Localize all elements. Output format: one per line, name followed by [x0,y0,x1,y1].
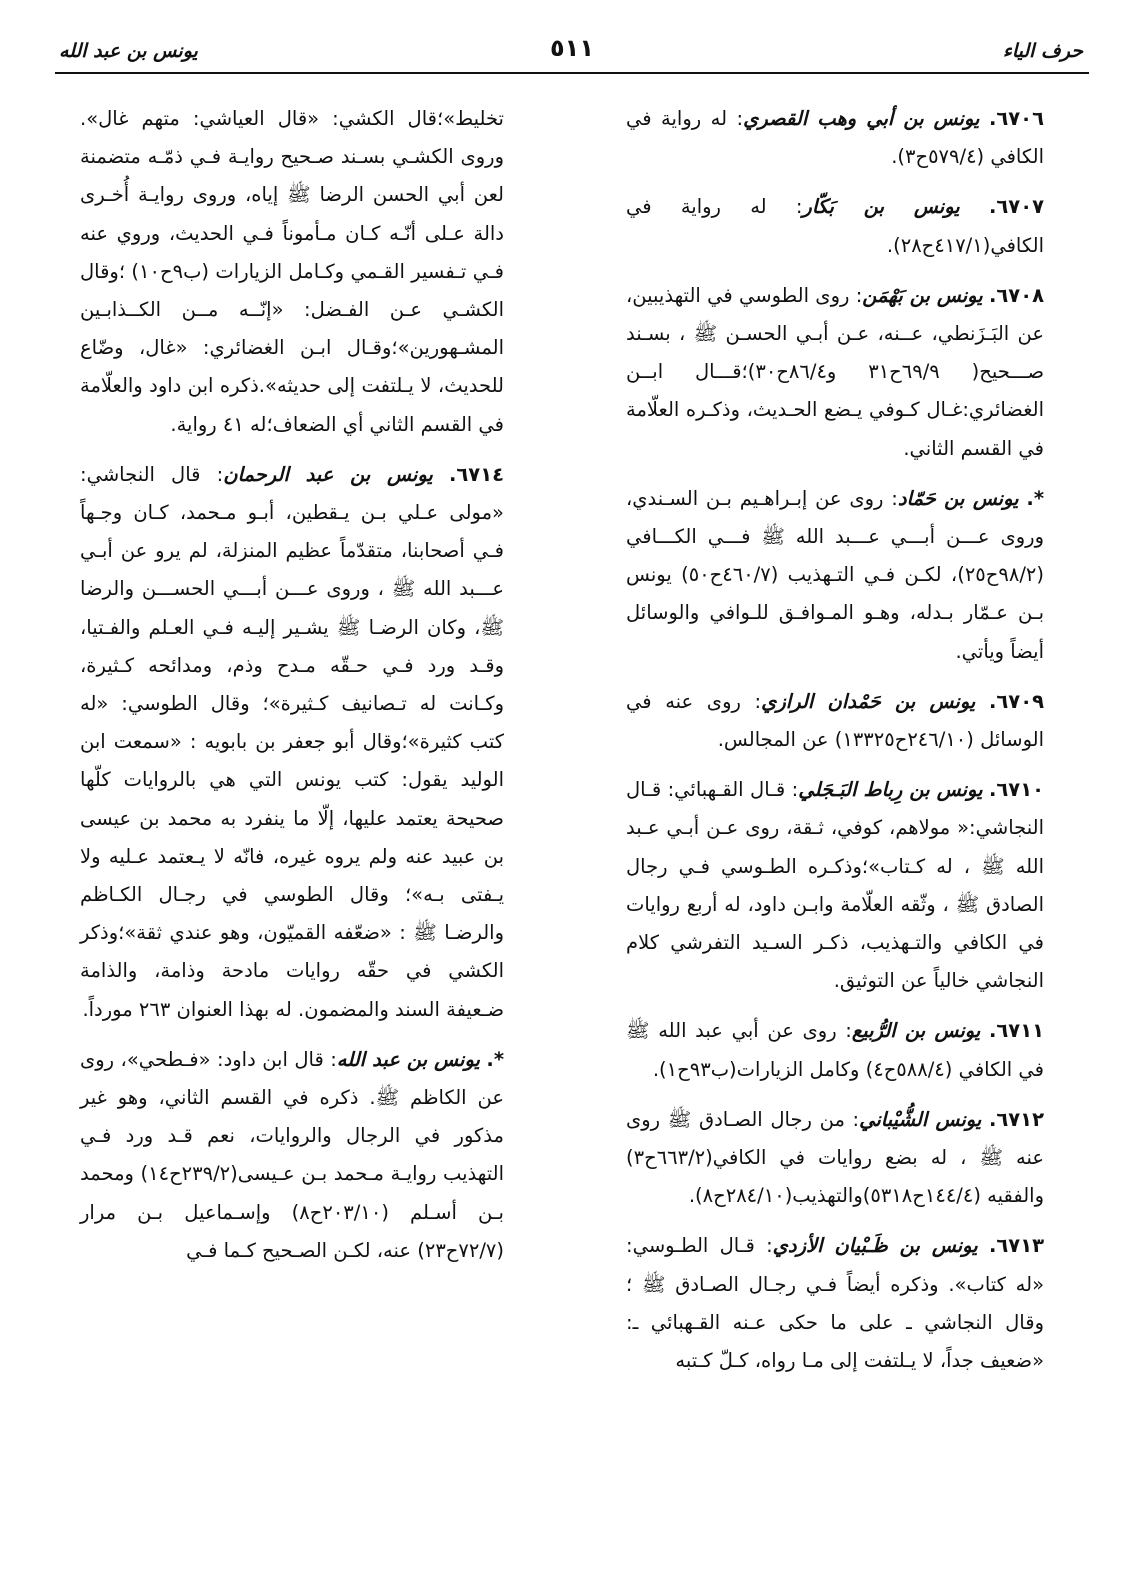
entry-6710 [626,771,1044,1000]
entry-name: يونس بن بَكّار [802,195,960,219]
entry-number: ٦٧٠٧. [988,195,1044,219]
entry-number: ٦٧١٢. [988,1107,1044,1131]
entry-number: ٦٧٠٩. [988,689,1045,713]
entry-hammad [626,480,1044,671]
entry-6709 [626,683,1044,759]
page-header [55,30,1089,74]
entry-name: يونس بن عبد الرحمان [223,462,433,486]
entry-6713 [626,1227,1044,1380]
entry-abdullah [80,1041,504,1270]
entry-text: : روى الطوسي في التهذيبين، عن البَـزَنطي، عــنه، عـن أبـي الحسـن ﷺ ، بسـند صـــحيح( ٦٩/٩ح٣١ و٨٦/٤ح٣٠)؛قـــال ابــن الغضائري:غـال كـوفي يـضع الحـديث، وذكـره العلّامة في القسم الثاني. [626,283,1044,460]
chapter-title: حرف الياء [1002,40,1083,62]
entry-text: : قـال الطـوسي: «له كتاب». وذكره أيضاً فـي رجـال الصـادق ﷺ ؛ وقال النجاشي ـ على ما حكى عـنه القـهبائي ـ: «ضعيف جداً، لا يـلتفت إلى مـا رواه، كـلّ كـتبه [626,1234,1044,1373]
left-column [80,100,504,1282]
entry-6714 [80,456,504,1029]
entry-text: : روى عن إبـراهـيم بـن السـندي، وروى عـــن أبـــي عـــبد الله ﷺ فـــي الكـــافي (٩٨/٢ح٢٥)، لكـن فـي التـهذيب (٤٦٠/٧ح٥٠) يونس بـن عـمّار بـدله، وهـو المـوافـق للـوافي والوسائل أيضاً ويأتي. [626,486,1044,663]
entry-name: يونس بن أبي وهب القصري [743,107,980,130]
entry-text: : قال النجاشي: «مولى عـلي بـن يـقطين، أبـو مـحمد، كـان وجـهاً فـي أصحابنا، متقدّماً عظيم المنزلة، لم يرو عن أبـي عـــبد الله ﷺ ، وروى عـــن أبـــي الحســـن والرضا ﷺ، وكان الرضـا ﷺ يشـير إليـه فـي العـلم والفـتيا، وقـد ورد فـي حـقّه مـدح وذم، ومدائحه كـثيرة، وكـانت له تـصانيف كـثيرة»؛ وقال الطوسي: «له كتب كثيرة»؛وقال أبو جعفر بن بابويه : «سمعت ابن الوليد يقول: كتب يونس التي هي بالروايات كلّها صحيحة يعتمد عليها، إلّا ما ينفرد به محمد بن عيسى بن عبيد عنه ولم يروه غيره، فانّه لا يـعتمد عـليه ولا يـفتى بـه»؛ وقال الطوسي في رجـال الكـاظم والرضـا ﷺ : «ضعّفه القميّون، وهو عندي ثقة»؛وذكر الكشي في حقّه روايات مادحة وذامة، والذامة ضـعيفة السند والمضمون. له بهذا العنوان ٢٦٣ مورداً. [80,462,504,1021]
entry-text: : من رجال الصـادق ﷺ روى عنه ﷺ ، له بضع روايات في الكافي(٦٦٣/٢ح٣) والفقيه (١٤٤/٤ح٥٣١٨)والتهذيب(٢٨٤/١٠ح٨). [626,1107,1044,1208]
running-title: يونس بن عبد الله [59,40,198,62]
entry-6711 [626,1012,1044,1088]
page-number: ٥١١ [550,34,594,62]
entry-text: : قـال القـهبائي: قـال النجاشي:« مولاهم، كوفي، ثـقة، روى عـن أبـي عـبد الله ﷺ ، له كـتاب»؛وذكـره الطـوسي فـي رجال الصادق ﷺ ، وثّقه العلّامة وابـن داود، له أربع روايات في الكافي والتـهذيب، ذكـر السـيد التفرشي كلام النجاشي خالياً عن التوثيق. [626,778,1044,993]
entry-name: يونس بن حَمْدان الرازي [761,689,976,713]
entry-name: يونس بن ظَـبْيان الأزدي [772,1234,978,1258]
entry-name: يونس بن بَهْمَن [862,283,983,307]
entry-6712 [626,1101,1044,1216]
entry-name: يونس بن رِباط البَـجَلي [798,778,983,802]
entry-name: يونس بن عبد الله [336,1047,480,1071]
right-column [626,100,1044,1392]
entry-name: يونس بن حَمّاد [897,486,1019,510]
entry-number: *. [486,1047,505,1071]
entry-name: يونس بن الرُّبيع [851,1019,981,1043]
entry-continuation: تخليط»؛قال الكشي: «قال العياشي: متهم غال». وروى الكشـي بسـند صـحيح روايـة فـي ذمّـه متضمنة لعن أبي الحسن الرضا ﷺ إياه، وروى روايـة أُخـرى دالة عـلى أنّـه كـان مـأموناً فـي الحديث، وروي عنه فـي تـفسير القـمي وكـامل الزيارات (ب٩ح١٠) ؛وقال الكشـي عـن الفـضل: «إنّــه مــن الكــذابـين المشـهورين»؛وقـال ابـن الغضائري: «غال، وضّاع للحديث، لا يـلتفت إلى حديثه».ذكره ابن داود والعلّامة في القسم الثاني أي الضعاف؛له ٤١ رواية. [80,107,505,436]
entry-text: : روى عنه في الوسائل (٢٤٦/١٠ح١٣٣٢٥) عن المجالس. [626,689,1044,752]
entry-number: ٦٧١٣. [988,1234,1044,1258]
entry-number: ٦٧١٤. [448,462,504,486]
entry-number: ٦٧٠٨. [988,283,1045,307]
entry-number: ٦٧١١. [988,1019,1045,1043]
entry-text: : له رواية في الكافي(٤١٧/١ح٢٨). [626,195,1044,257]
entry-6707 [626,188,1044,264]
entry-6706 [626,100,1044,176]
entry-number: ٦٧١٠. [988,778,1045,802]
entry-text: : له رواية في الكافي (٥٧٩/٤ح٣). [626,107,1044,169]
entry-text: : قال ابن داود: «فـطحي»، روى عن الكاظم ﷺ. ذكره في القسم الثاني، وهو غير مذكور في الرجال والروايات، نعم قـد ورد فـي التهذيب روايـة مـحمد بـن عـيسى(٢٣٩/٢ح١٤) ومحمد بـن أسـلم (٢٠٣/١٠ح٨) وإسـماعيل بـن مرار (٧٢/٧ح٢٣) عنه، لكـن الصـحيح كـما فـي [80,1047,504,1262]
entry-name: يونس الشُّيْباني [859,1107,982,1131]
entry-text: : روى عن أبي عبد الله ﷺ في الكافي (٥٨٨/٤ح٤) وكامل الزيارات(ب٩٣ح١). [626,1019,1044,1081]
entry-number: ٦٧٠٦. [988,107,1044,130]
entry-number: *. [1026,486,1045,510]
entry-6708 [626,277,1044,468]
